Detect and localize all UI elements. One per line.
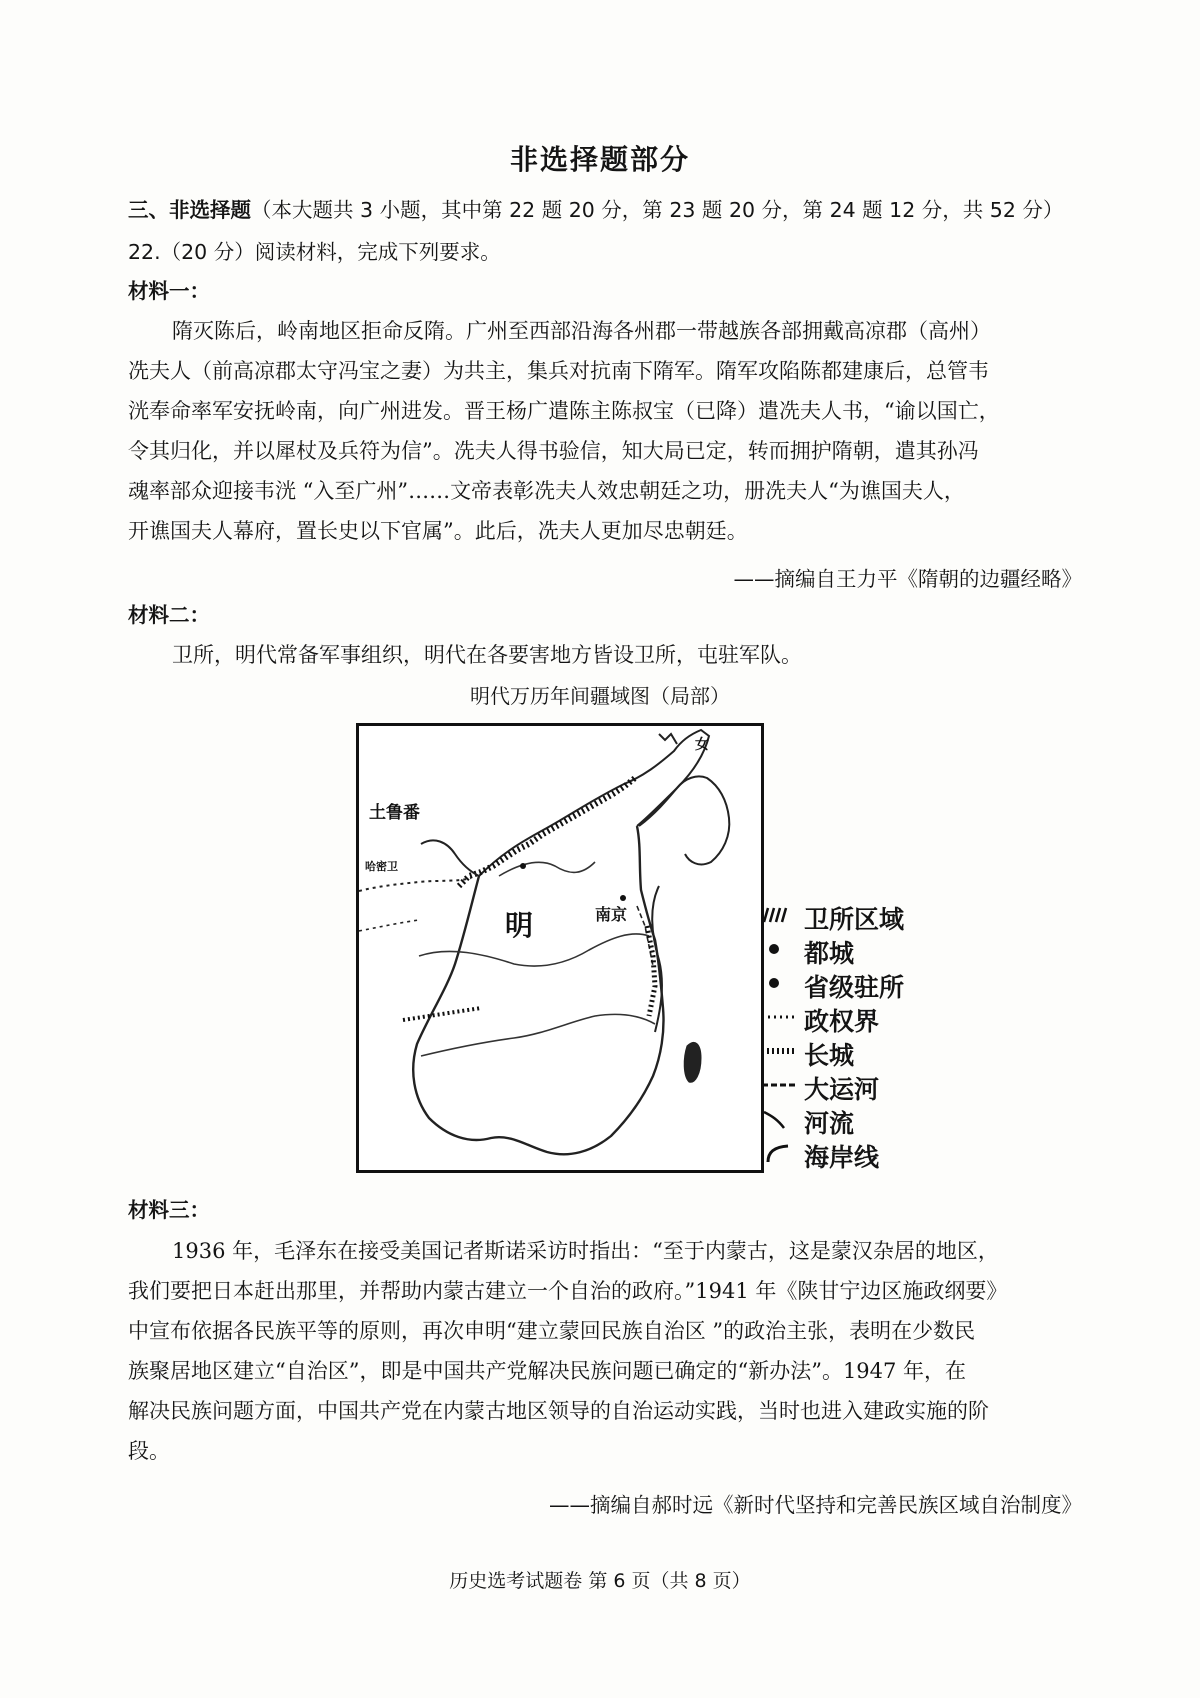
legend-capital: 都城 <box>762 934 932 964</box>
material3-line: 族聚居地区建立“自治区”，即是中国共产党解决民族问题已确定的“新办法”。1947 年，在 <box>128 1359 967 1383</box>
legend-border: 政权界 <box>762 1002 932 1032</box>
material3-source: ——摘编自郝时远《新时代坚持和完善民族区域自治制度》 <box>549 1493 1082 1517</box>
part-heading-detail: （本大题共 3 小题，其中第 22 题 20 分，第 23 题 20 分，第 24 题 12 分，共 52 分） <box>251 198 1064 222</box>
material1-line: 隋灭陈后，岭南地区拒命反隋。广州至西部沿海各州郡一带越族各部拥戴高凉郡（高州） <box>172 319 991 343</box>
map-drawing <box>359 726 761 1170</box>
wall-line-icon <box>762 1040 796 1062</box>
map-label-nanjing: 南京 <box>595 905 628 924</box>
material2-text: 卫所，明代常备军事组织，明代在各要害地方皆设卫所，屯驻军队。 <box>172 643 802 667</box>
material3-line: 解决民族问题方面，中国共产党在内蒙古地区领导的自治运动实践，当时也进入建政实施的阶 <box>128 1399 989 1423</box>
part-heading-label: 三、非选择题 <box>128 198 251 222</box>
material2-label: 材料二： <box>128 603 210 627</box>
dashed-line-icon <box>762 1074 796 1096</box>
weisuo-hatch-icon <box>762 904 796 926</box>
map-label-tubofan: 土鲁番 <box>369 803 420 823</box>
legend-great-wall: 长城 <box>762 1036 932 1066</box>
question-prompt: 22.（20 分）阅读材料，完成下列要求。 <box>128 240 501 264</box>
legend-coastline: 海岸线 <box>762 1138 932 1168</box>
material1-line: 令其归化，并以犀杖及兵符为信”。冼夫人得书验信，知大局已定，转而拥护隋朝，遣其孙冯 <box>128 439 979 463</box>
map-title: 明代万历年间疆域图（局部） <box>470 684 730 708</box>
material3-line: 段。 <box>128 1439 170 1463</box>
material1-label: 材料一： <box>128 279 210 303</box>
material3-label: 材料三： <box>128 1198 210 1222</box>
material3-line: 中宣布依据各民族平等的原则，再次申明“建立蒙回民族自治区 ”的政治主张，表明在少数民 <box>128 1319 976 1343</box>
material3-line: 1936 年，毛泽东在接受美国记者斯诺采访时指出：“至于内蒙古，这是蒙汉杂居的地区， <box>172 1239 999 1263</box>
part-heading <box>128 195 1063 225</box>
river-line-icon <box>762 1108 796 1130</box>
material1-line: 开谯国夫人幕府，置长史以下官属”。此后，冼夫人更加尽忠朝廷。 <box>128 519 748 543</box>
material3-line: 我们要把日本赶出那里，并帮助内蒙古建立一个自治的政府。”1941 年《陕甘宁边区施政纲要》 <box>128 1279 1008 1303</box>
material1-line: 魂率部众迎接韦洸 “入至广州”……文帝表彰冼夫人效忠朝廷之功，册冼夫人“为谯国夫人， <box>128 479 965 503</box>
page-footer: 历史选考试题卷 第 6 页（共 8 页） <box>449 1570 751 1592</box>
material1-line: 洸奉命率军安抚岭南，向广州进发。晋王杨广遣陈主陈叔宝（已降）遣冼夫人书，“谕以国亡， <box>128 399 1000 423</box>
ming-territory-map <box>356 723 764 1173</box>
dot-icon <box>762 938 796 960</box>
legend-river: 河流 <box>762 1104 932 1134</box>
map-label-ming: 明 <box>505 909 534 942</box>
legend-weisuo: 卫所区域 <box>762 900 932 930</box>
material3-text <box>128 1231 1088 1471</box>
material1-source: ——摘编自王力平《隋朝的边疆经略》 <box>733 567 1082 591</box>
dot-icon <box>762 972 796 994</box>
material1-text <box>128 311 1088 551</box>
section-title: 非选择题部分 <box>509 143 690 176</box>
map-label-nv: 女 <box>695 737 709 753</box>
dotted-line-icon <box>762 1006 796 1028</box>
material1-line: 冼夫人（前高凉郡太守冯宝之妻）为共主，集兵对抗南下隋军。隋军攻陷陈都建康后，总管韦 <box>128 359 989 383</box>
coast-line-icon <box>762 1142 796 1164</box>
map-label-hami: 哈密卫 <box>365 860 398 873</box>
legend-grand-canal: 大运河 <box>762 1070 932 1100</box>
legend-province-seat: 省级驻所 <box>762 968 932 998</box>
